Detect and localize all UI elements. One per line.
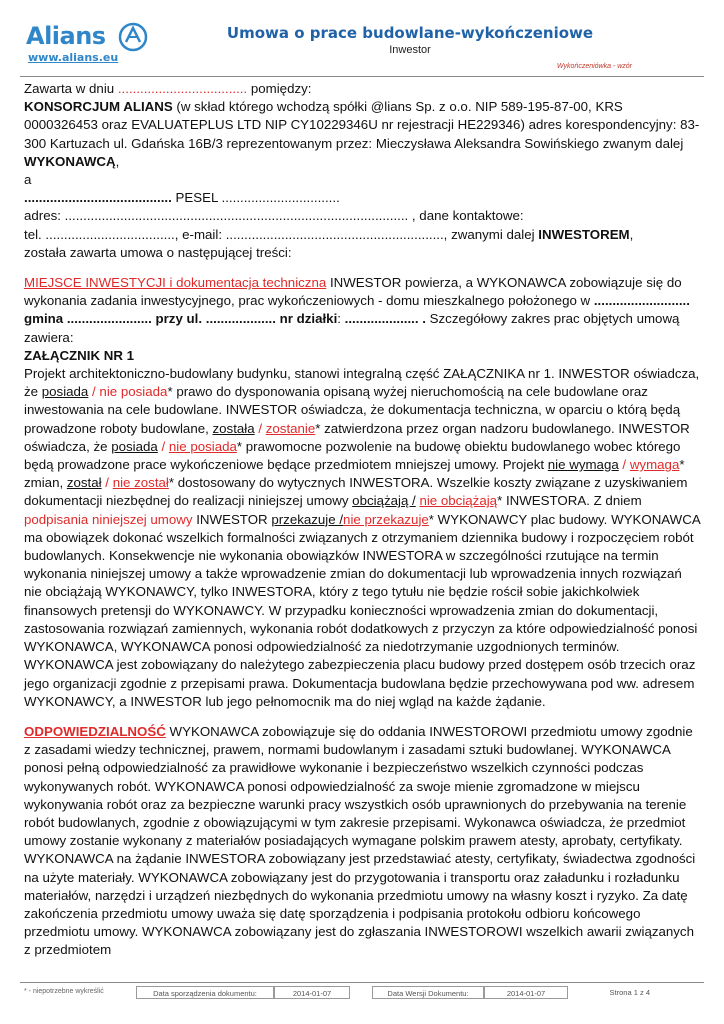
logo-wordmark: Alians: [26, 22, 106, 50]
footer-date-label: Data sporządzenia dokumentu:: [136, 986, 274, 999]
intro-paragraph: Zawarta w dniu ................................... pomiędzy: KONSORCJUM ALIANS (w skład którego wchodzą spółki @lians Sp. z o.o. NIP 589-195-87-00, KRS 0000326453 oraz EVALUATEPLUS LTD NIP CY10229346U nr rejestracji HE229346) adres korespondencyjny: 83-300 Kartuzach ul. Gdańska 16B/3 reprezentowanym przez: Mieczysława Aleksandra Sowińskiego zwanym dalej WYKONAWCĄ, a ........................................ PESEL ................................ adres: ............................................................................................. , dane kontaktowe: tel. ..................................., e-mail: ..........................................................., zwanymi dalej INWESTOREM, została zawarta umowa o następującej treści:: [24, 81, 700, 260]
contractor-name: KONSORCJUM ALIANS: [24, 99, 173, 115]
header-divider: [20, 76, 704, 77]
footer-divider: [20, 982, 704, 983]
section-heading-investment: MIEJSCE INWESTYCJI i dokumentacja techniczna: [24, 275, 327, 291]
contractor-label: WYKONAWCĄ: [24, 153, 116, 169]
document-subtitle: Inwestor: [389, 44, 431, 56]
investor-name-blank: ........................................: [24, 190, 172, 206]
logo-url-link[interactable]: www.alians.eu: [28, 51, 119, 64]
section-investment-location: MIEJSCE INWESTYCJI i dokumentacja techniczna INWESTOR powierza, a WYKONAWCA zobowiązuje się do wykonania zadania inwestycyjnego, prac wykończeniowych - domu mieszkalnego położonego w .......................... gmina ....................... przy ul. ................... nr działki: .................... . Szczegółowy zakres prac objętych umową zawiera: ZAŁĄCZNIK NR 1 Projekt architektoniczno-budowlany budynku, stanowi integralną część ZAŁĄCZNIKA nr 1. INWESTOR oświadcza, że posiada / nie posiada* prawo do dysponowania opisaną wyżej nieruchomością na cele budowlane oraz inwestowania na cele budowlane. INWESTOR oświadcza, że dokumentacja techniczna, w oparciu o którą będą prowadzone roboty budowlane, została / zostanie* zatwierdzona przez organ nadzoru budowlanego. INWESTOR oświadcza, że posiada / nie posiada* prawomocne pozwolenie na budowę obiektu budowlanego wobec którego będą prowadzone prace wykończeniowe będące przedmiotem mniejszej umowy. Projekt nie wymaga / wymaga* zmian, został / nie został* dostosowany do wytycznych INWESTORA. Wszelkie koszty związane z uzyskiwaniem dokumentacji niezbędnej do realizacji niniejszej umowy obciążają / nie obciążają* INWESTORA. Z dniem podpisania niniejszej umowy INWESTOR przekazuje /nie przekazuje* WYKONAWCY plac budowy. WYKONAWCA ma obowiązek dokonać wszelkich formalności związanych z otrzymaniem dziennika budowy i rozpoczęciem robót budowlanych. Konsekwencje nie wykonania obowiązków INWESTORA w szczególności rzutujące na termin wykonania niniejszej umowy a także wprowadzenie zmian do dokumentacji lub wprowadzenia innych rozwiązań nie obciążają WYKONAWCY, tylko INWESTORA, który z tego tytułu nie będzie rościł sobie jakichkolwiek finansowych pretensji do WYKONAWCY. W przypadku konieczności wprowadzenia zmian do dokumentacji, zastosowania rozwiązań zamiennych, wykonania robót dodatkowych z przyczyn za które odpowiedzialność ponosi WYKONAWCA, WYKONAWCA ponosi odpowiedzialność za niedotrzymanie uzgodnionych terminów. WYKONAWCA jest zobowiązany do należytego zabezpieczenia placu budowy przed dostępem osób trzecich oraz jego organizacji zgodnie z przepisami prawa. Dokumentacja budowlana będzie przechowywana pod ww. adresem WYKONAWCY, a INWESTOR lub jego pełnomocnik ma do niej wgląd na każde żądanie.: [24, 275, 700, 709]
section-heading-responsibility: ODPOWIEDZIALNOŚĆ: [24, 723, 166, 739]
contact-line: tel. ..................................., e-mail: ..........................................................., zwanymi dalej: [24, 226, 539, 242]
footer-date-value: 2014-01-07: [274, 986, 350, 999]
section-responsibility: ODPOWIEDZIALNOŚĆ WYKONAWCA zobowiązuje się do oddania INWESTOROWI przedmiotu umowy zgodnie z zasadami wiedzy technicznej, prawem, normami budowlanym i zasadami sztuki budowlanej. WYKONAWCA ponosi pełną odpowiedzialność za prawidłowe wykonanie i bezpieczeństwo wszelkich czynności podczas wykonywanych robót. WYKONAWCA ponosi odpowiedzialność za swoje mienie zgromadzone w miejscu wykonywania robót oraz za bezpieczne warunki pracy wszystkich osób uprawnionych do przebywania na terenie robót budowlanych, zgodnie z obowiązującymi w tym zakresie przepisami. Wykonawca oświadcza, że przedmiot umowy zostanie wykonany z materiałów posiadających wymagane polskim prawem atesty, aprobaty, certyfikaty. WYKONAWCA na żądanie INWESTORA zobowiązany jest przedstawiać atesty, certyfikaty, świadectwa zgodności na użyte materiały. WYKONAWCA zobowiązany jest do przygotowania i transportu oraz załadunku i rozładunku materiałów, narzędzi i urządzeń niezbędnych do wykonania przedmiotu umowy na własny koszt i ryzyko. Za datę zakończenia przedmiotu umowy uważa się datę sporządzenia i podpisania protokołu odbioru końcowego przedmiotu umowy. WYKONAWCA zobowiązany jest do zgłaszania INWESTOROWI wszelkich awarii związanych z przedmiotem: [24, 723, 696, 958]
document-title: Umowa o prace budowlane-wykończeniowe: [226, 24, 594, 42]
date-blank: ...................................: [117, 81, 248, 96]
footer-note: * - niepotrzebne wykreślić: [24, 988, 104, 995]
investor-label: INWESTOREM: [538, 226, 630, 242]
attachment-label: ZAŁĄCZNIK NR 1: [24, 347, 135, 363]
footer-version-value: 2014-01-07: [484, 986, 568, 999]
address-line: adres: ............................................................................................. , dane kontaktowe:: [24, 208, 524, 224]
footer-version-label: Data Wersji Dokumentu:: [372, 986, 484, 999]
page-number: Strona 1 z 4: [609, 988, 650, 997]
template-watermark: Wykończeniówka - wzór: [556, 63, 632, 70]
document-body: [24, 80, 700, 960]
